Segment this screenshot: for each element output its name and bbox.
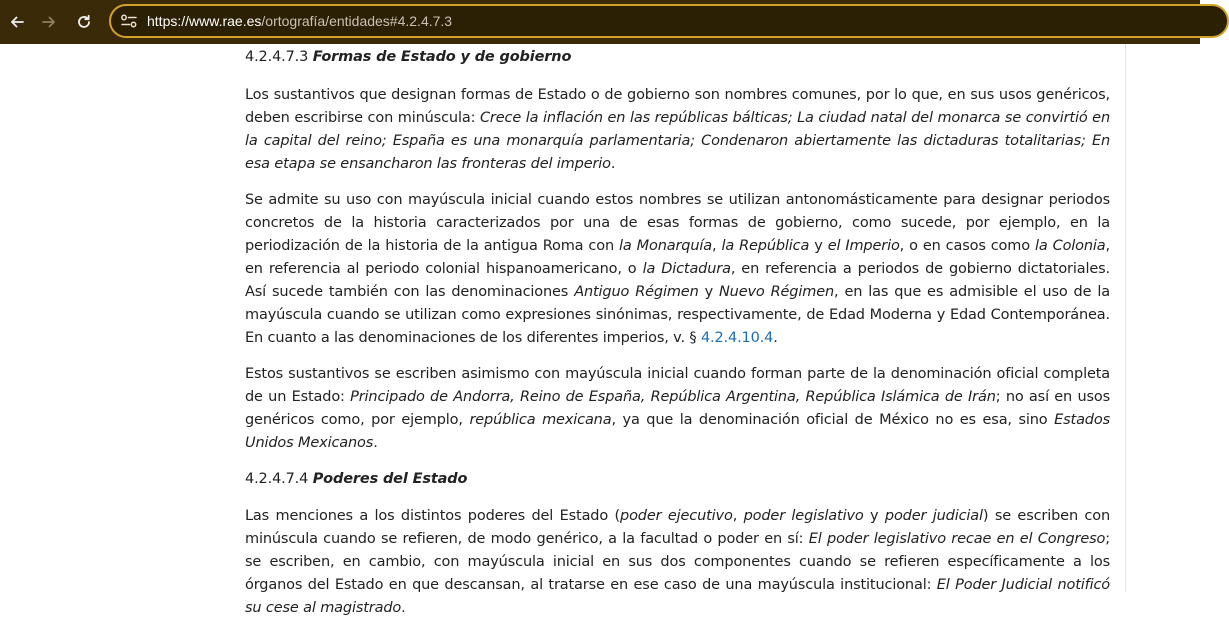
section-heading (245, 468, 1110, 491)
italic-example: Estados Unidos Mexicanos (245, 412, 1110, 451)
italic-example: el Imperio (827, 238, 900, 254)
back-button[interactable] (3, 8, 31, 36)
text-run: ; se escriben, en cambio, con mayúscula inicial en sus dos componentes cuando se refieren específicamente a los órganos del Estado en que descansan, al tratarse en ese caso de una mayúscula institucional: (245, 531, 1111, 593)
section-link[interactable]: 4.2.4.10.4 (700, 330, 774, 346)
site-settings-icon[interactable] (120, 13, 138, 29)
paragraph (245, 363, 1110, 455)
text-run: . (373, 435, 378, 451)
text-run: , (712, 238, 722, 254)
url-text[interactable] (147, 12, 452, 30)
reload-icon (76, 14, 92, 30)
text-run: Se admite su uso con mayúscula inicial cuando estos nombres se utilizan antonomásticamente para designar periodos concretos de la historia caracterizados por una de esas formas de gobierno, como sucede, por ejemplo, en la periodización de la historia de la antigua Roma con (245, 192, 1110, 254)
section-title: Formas de Estado y de gobierno (312, 49, 572, 65)
paragraph (245, 505, 1110, 620)
article-body (245, 46, 1110, 633)
url-path: /ortografía/entidades#4.2.4.7.3 (261, 13, 453, 29)
section-number: 4.2.4.7.3 (245, 49, 309, 65)
text-run: . (773, 330, 778, 346)
sidebar-divider (1125, 44, 1126, 592)
text-run: . (401, 600, 406, 616)
italic-example: poder legislativo (743, 508, 864, 524)
italic-example: Antiguo Régimen (574, 284, 699, 300)
browser-toolbar (0, 0, 1200, 44)
arrow-right-icon (41, 14, 57, 30)
text-run: , en las que es admisible el uso de la mayúscula cuando se utilizan como expresiones sinónimas, respectivamente, de Edad Moderna y Edad Contemporánea. En cuanto a las denominaciones de los diferentes imperios, v. § (245, 284, 1110, 346)
text-run: ) se escriben con minúscula cuando se refieren, de modo genérico, a la facultad o poder en sí: (245, 508, 1110, 547)
text-run: y (698, 284, 719, 300)
italic-example: la Monarquía (619, 238, 712, 254)
reload-button[interactable] (70, 8, 98, 36)
section-title: Poderes del Estado (312, 471, 468, 487)
text-run: , en referencia a periodos de gobierno dictatoriales. Así sucede también con las denominaciones (245, 261, 1110, 300)
italic-example: El Poder Judicial notificó su cese al magistrado (245, 577, 1110, 616)
text-run: y (863, 508, 885, 524)
text-run: Los sustantivos que designan formas de Estado o de gobierno son nombres comunes, por lo que, en sus usos genéricos, deben escribirse con minúscula: (245, 87, 1110, 126)
text-run: y (809, 238, 828, 254)
text-run: Estos sustantivos se escriben asimismo con mayúscula inicial cuando forman parte de la denominación oficial completa de un Estado: (245, 366, 1110, 405)
text-run: , ya que la denominación oficial de México no es esa, sino (611, 412, 1055, 428)
text-run: ; no así en usos genéricos como, por ejemplo, (245, 389, 1111, 428)
italic-example: la República (721, 238, 810, 254)
arrow-left-icon (9, 14, 25, 30)
italic-example: la Dictadura (642, 261, 731, 277)
italic-example: Principado de Andorra, Reino de España, República Argentina, República Islámica de Irán (350, 389, 996, 405)
italic-example: poder ejecutivo (620, 508, 733, 524)
italic-example: república mexicana (469, 412, 612, 428)
text-run: , en referencia al periodo colonial hispanoamericano, o (245, 238, 1111, 277)
section-number: 4.2.4.7.4 (245, 471, 309, 487)
text-run: Las menciones a los distintos poderes del Estado ( (245, 508, 621, 524)
paragraph (245, 189, 1110, 350)
italic-example: Crece la inflación en las repúblicas bálticas; La ciudad natal del monarca se convirtió en la capital del reino; España es una monarquía parlamentaria; Condenaron abiertamente las dictaduras totalitarias; En esa etapa se ensancharon las fronteras del imperio (245, 110, 1110, 172)
italic-example: Nuevo Régimen (718, 284, 835, 300)
address-bar[interactable] (109, 4, 1229, 38)
url-host: https://www.rae.es (147, 13, 262, 29)
italic-example: El poder legislativo recae en el Congreso (808, 531, 1106, 547)
page-content (0, 44, 1200, 616)
text-run: , (732, 508, 744, 524)
paragraph (245, 84, 1110, 176)
text-run: , o en casos como (899, 238, 1035, 254)
section-heading (245, 46, 1110, 69)
italic-example: la Colonia (1034, 238, 1106, 254)
forward-button[interactable] (35, 8, 63, 36)
italic-example: poder judicial (884, 508, 983, 524)
text-run: . (610, 156, 616, 172)
